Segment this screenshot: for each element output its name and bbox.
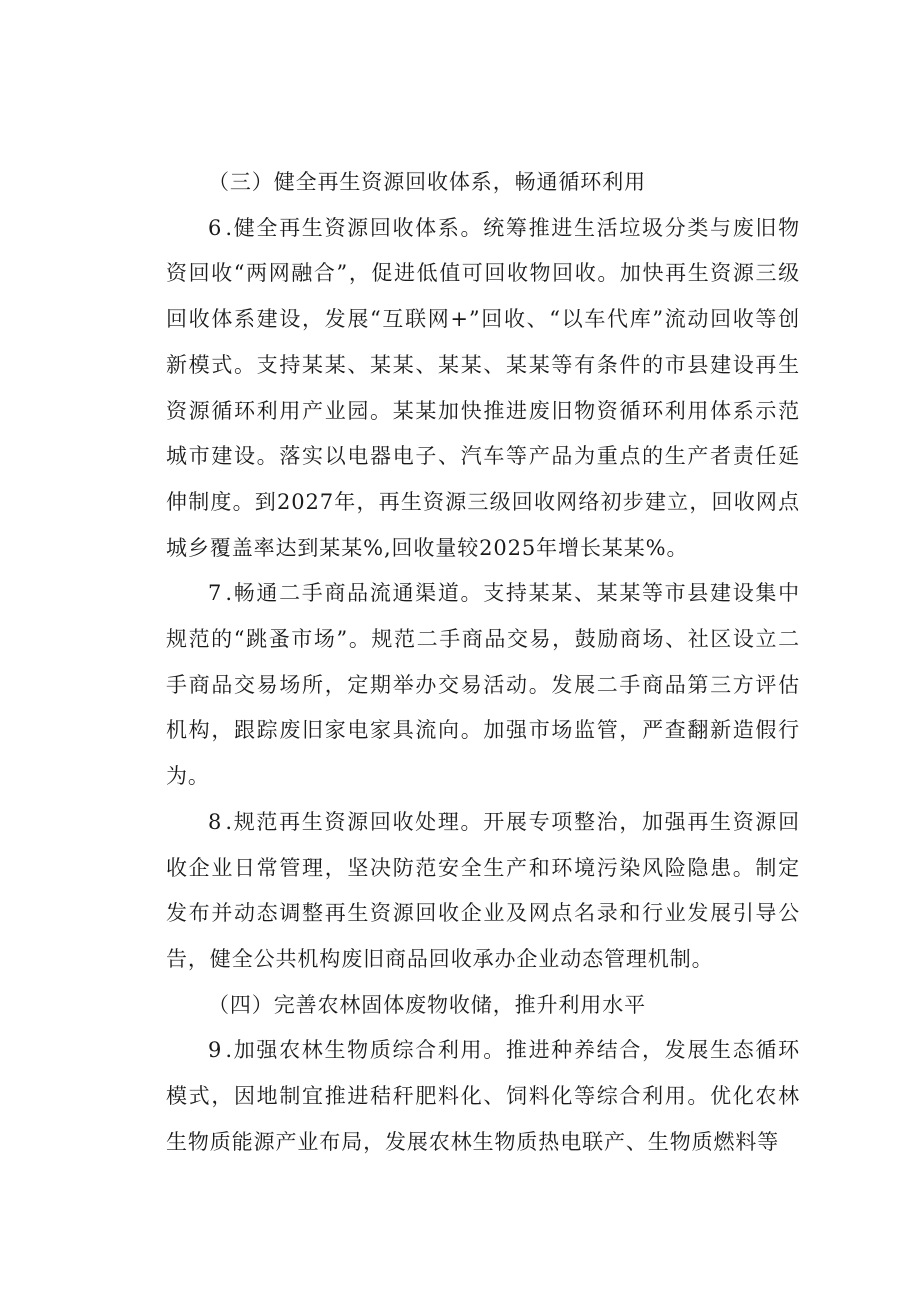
paragraph-text: .加强农林生物质综合利用。推进种养结合，发展生态循环模式，因地制宜推进秸秆肥料化、饲料化等综合利用。优化农林生物质能源产业布局，发展农林生物质热电联产、生物质燃料等	[166, 1038, 800, 1154]
paragraph-7	[166, 571, 800, 800]
document-page	[166, 160, 800, 1165]
paragraph-text: .规范再生资源回收处理。开展专项整治，加强再生资源回收企业日常管理，坚决防范安全生产和环境污染风险隐患。制定发布并动态调整再生资源回收企业及网点名录和行业发展引导公告，健全公共机构废旧商品回收承办企业动态管理机制。	[166, 809, 800, 971]
paragraph-8	[166, 800, 800, 983]
paragraph-number: 7	[208, 581, 226, 606]
paragraph-number: 9	[208, 1038, 226, 1063]
paragraph-text: .健全再生资源回收体系。统筹推进生活垃圾分类与废旧物资回收“两网融合”，促进低值可回收物回收。加快再生资源三级回收体系建设，发展“互联网+”回收、“以车代库”流动回收等创新模式。支持某某、某某、某某、某某等有条件的市县建设再生资源循环利用产业园。某某加快推进废旧物资循环利用体系示范城市建设。落实以电器电子、汽车等产品为重点的生产者责任延伸制度。到2027年，再生资源三级回收网络初步建立，回收网点城乡覆盖率达到某某%,回收量较2025年增长某某%。	[166, 215, 800, 560]
section-heading-3: （三）健全再生资源回收体系，畅通循环利用	[208, 170, 646, 194]
section-heading-4: （四）完善农林固体废物收储，推升利用水平	[208, 992, 646, 1017]
paragraph-number: 6	[208, 215, 226, 240]
paragraph-text: .畅通二手商品流通渠道。支持某某、某某等市县建设集中规范的“跳蚤市场”。规范二手商品交易，鼓励商场、社区设立二手商品交易场所，定期举办交易活动。发展二手商品第三方评估机构，跟踪废旧家电家具流向。加强市场监管，严查翻新造假行为。	[166, 581, 800, 789]
paragraph-6	[166, 206, 800, 572]
paragraph-9	[166, 1028, 800, 1165]
paragraph-number: 8	[208, 809, 226, 834]
